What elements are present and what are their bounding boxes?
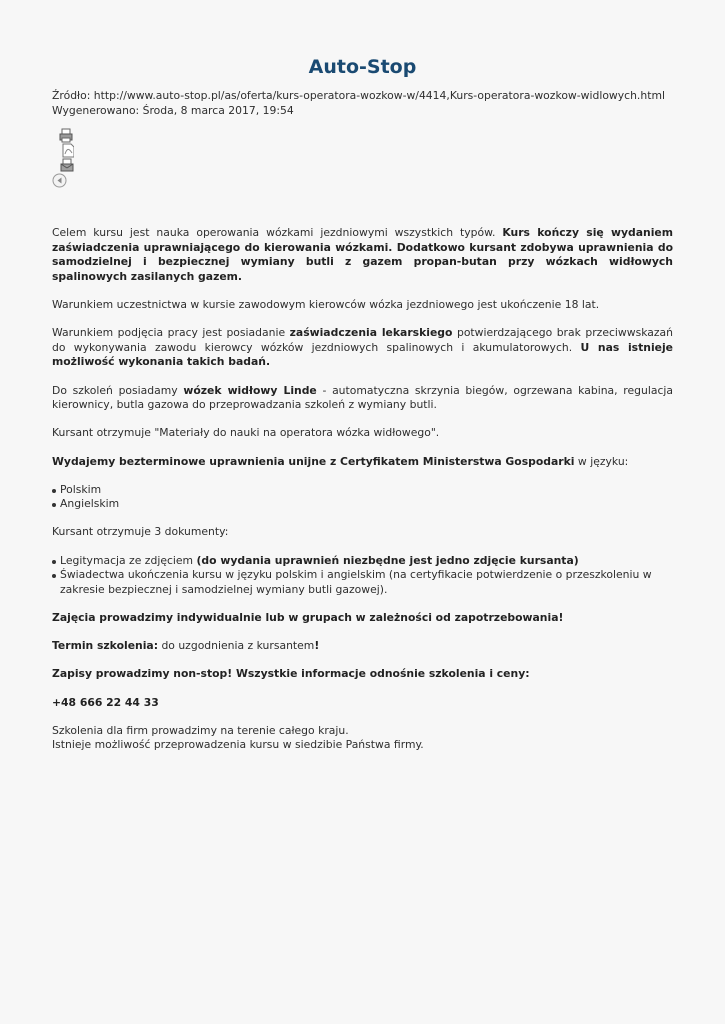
certificate-bold: Wydajemy bezterminowe uprawnienia unijne z Certyfikatem Ministerstwa Gospodarki bbox=[52, 454, 575, 468]
term-label: Termin szkolenia: bbox=[52, 639, 159, 653]
doc1-bold: (do wydania uprawnień niezbędne jest jedno zdjęcie kursanta) bbox=[196, 553, 579, 567]
page-title: Auto-Stop bbox=[308, 56, 417, 78]
medical-bold-d: U nas istnieje możliwość wykonania takich badań. bbox=[52, 340, 673, 369]
documents-list bbox=[52, 554, 673, 598]
signup-bold: Zapisy prowadzimy non-stop! Wszystkie informacje odnośnie szkolenia i ceny: bbox=[52, 667, 530, 681]
certificate-text: w języku: bbox=[574, 454, 629, 468]
paragraph-materials: Kursant otrzymuje "Materiały do nauki na operatora wózka widłowego". bbox=[52, 426, 440, 440]
doc1-text: Legitymacja ze zdjęciem bbox=[60, 553, 197, 567]
paragraph-groups bbox=[52, 611, 673, 626]
companies-line2: Istnieje możliwość przeprowadzenia kursu w siedzibie Państwa firmy. bbox=[52, 738, 424, 752]
source-line: Źródło: http://www.auto-stop.pl/as/oferta/kurs-operatora-wozkow-w/4414,Kurs-operatora-wozkow-widlowych.html bbox=[52, 89, 665, 102]
paragraph-companies bbox=[52, 724, 673, 753]
groups-bold: Zajęcia prowadzimy indywidualnie lub w grupach w zależności od zapotrzebowania! bbox=[52, 611, 564, 625]
equipment-text-c: - automatyczna skrzynia biegów, ogrzewana kabina, regulacja kierownicy, butla gazowa do przeprowadzania szkoleń z wymiany butli. bbox=[52, 383, 673, 412]
toolbar-icons bbox=[52, 128, 82, 188]
pdf-icon[interactable] bbox=[52, 143, 74, 158]
paragraph-age-requirement: Warunkiem uczestnictwa w kursie zawodowym kierowców wózka jezdniowego jest ukończenie 18 lat. bbox=[52, 297, 600, 311]
medical-bold-b: zaświadczenia lekarskiego bbox=[289, 326, 453, 340]
term-exclamation: ! bbox=[314, 639, 320, 653]
list-item: Polskim bbox=[52, 483, 673, 498]
paragraph-certificate bbox=[52, 455, 673, 470]
equipment-bold-b: wózek widłowy Linde bbox=[183, 383, 317, 397]
paragraph-phone bbox=[52, 696, 673, 711]
intro-text: Celem kursu jest nauka operowania wózkami jezdniowymi wszystkich typów. bbox=[52, 226, 503, 239]
paragraph-signup bbox=[52, 667, 673, 682]
phone-number: +48 666 22 44 33 bbox=[52, 695, 159, 709]
list-item: Świadectwa ukończenia kursu w języku polskim i angielskim (na certyfikacie potwierdzenie o przeszkoleniu w zakresie bezpiecznej i samodzielnej wymiany butli gazowej). bbox=[52, 568, 673, 597]
paragraph-intro bbox=[52, 226, 673, 284]
medical-text-c: potwierdzającego brak przeciwwskazań do wykonywania zawodu kierowcy wózków jezdniowych spalinowych i akumulatorowych. bbox=[52, 326, 674, 354]
document-meta bbox=[52, 89, 682, 118]
equipment-text-a: Do szkoleń posiadamy bbox=[52, 383, 184, 397]
paragraph-medical bbox=[52, 326, 673, 370]
generated-line: Wygenerowano: Środa, 8 marca 2017, 19:54 bbox=[52, 103, 294, 117]
term-text: do uzgodnienia z kursantem bbox=[158, 639, 315, 653]
intro-bold-text: Kurs kończy się wydaniem zaświadczenia uprawniającego do kierowania wózkami. Dodatkowo kursant zdobywa uprawnienia do samodzielnej i bezpiecznej wymiany butli z gazem propan-butan przy wózkach widłowych spalinowych zasilanych gazem. bbox=[52, 226, 673, 283]
language-list bbox=[52, 483, 673, 512]
list-item bbox=[52, 554, 673, 569]
companies-line1: Szkolenia dla firm prowadzimy na terenie całego kraju. bbox=[52, 723, 349, 737]
medical-text-a: Warunkiem podjęcia pracy jest posiadanie bbox=[52, 326, 290, 340]
list-item: Angielskim bbox=[52, 497, 673, 512]
paragraph-term bbox=[52, 639, 673, 654]
email-icon[interactable] bbox=[52, 158, 74, 173]
back-icon[interactable] bbox=[52, 173, 74, 188]
paragraph-equipment bbox=[52, 384, 673, 413]
print-icon[interactable] bbox=[52, 128, 74, 143]
paragraph-documents-intro: Kursant otrzymuje 3 dokumenty: bbox=[52, 525, 229, 539]
article-content bbox=[52, 226, 673, 753]
